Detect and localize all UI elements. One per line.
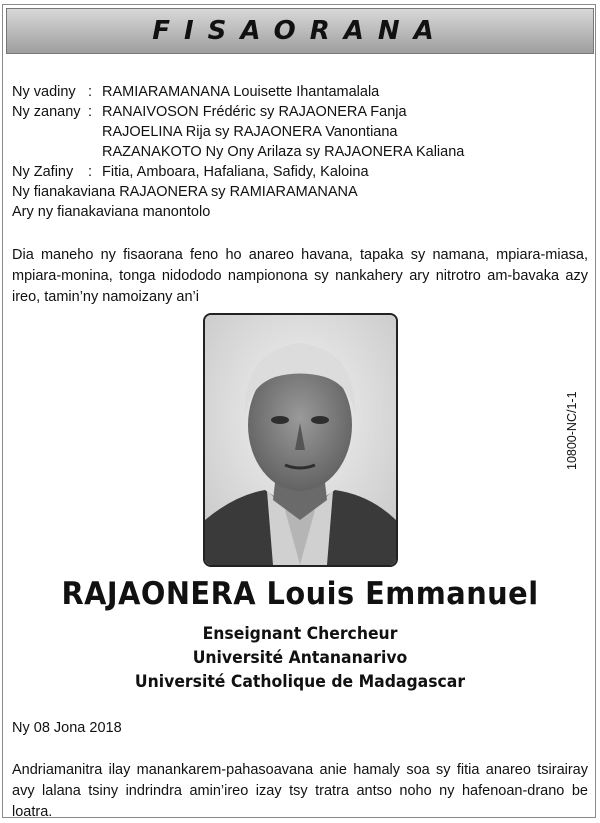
zanany-item: RAZANAKOTO Ny Ony Arilaza sy RAJAONERA Kaliana <box>102 144 465 160</box>
portrait-photo <box>203 313 398 567</box>
deceased-title: Enseignant Chercheur <box>202 624 398 644</box>
reference-code: 10800-NC/1-1 <box>565 391 579 470</box>
date-line: Ny 08 Jona 2018 <box>12 720 122 736</box>
manontolo-line: Ary ny fianakaviana manontolo <box>12 204 211 220</box>
vadiny-label: Ny vadiny <box>12 84 76 100</box>
zanany-label: Ny zanany <box>12 104 81 120</box>
deceased-title: Université Antananarivo <box>192 648 408 668</box>
header-title: FISAORANA <box>152 16 448 46</box>
vadiny-value: RAMIARAMANANA Louisette Ihantamalala <box>102 84 380 100</box>
zafiny-value: Fitia, Amboara, Hafaliana, Safidy, Kaloina <box>102 164 369 180</box>
portrait-image <box>205 315 396 565</box>
header-banner <box>6 8 594 54</box>
zanany-item: RAJOELINA Rija sy RAJAONERA Vanontiana <box>102 124 398 140</box>
deceased-title: Université Catholique de Madagascar <box>134 672 466 692</box>
zafiny-colon: : <box>88 164 93 180</box>
zanany-item: RANAIVOSON Frédéric sy RAJAONERA Fanja <box>102 104 407 120</box>
deceased-name: RAJAONERA Louis Emmanuel <box>61 576 539 612</box>
closing-paragraph: Andriamanitra ilay manankarem-pahasoavana anie hamaly soa sy fitia anareo tsirairay avy lalana tsiny indrindra amin’ireo izay tsy tratra antso noho ny hafenoan-drano be loatra. <box>12 762 588 820</box>
fianakaviana-line: Ny fianakaviana RAJAONERA sy RAMIARAMANANA <box>12 184 358 200</box>
zafiny-label: Ny Zafiny <box>12 164 74 180</box>
vadiny-colon: : <box>88 84 93 100</box>
thanks-paragraph: Dia maneho ny fisaorana feno ho anareo havana, tapaka sy namana, mpiara-miasa, mpiara-monina, tonga nidododo nampionona sy nankahery ary nitrotro am-bavaka azy ireo, tamin’ny namoizany an’i <box>12 247 588 305</box>
zanany-colon: : <box>88 104 93 120</box>
